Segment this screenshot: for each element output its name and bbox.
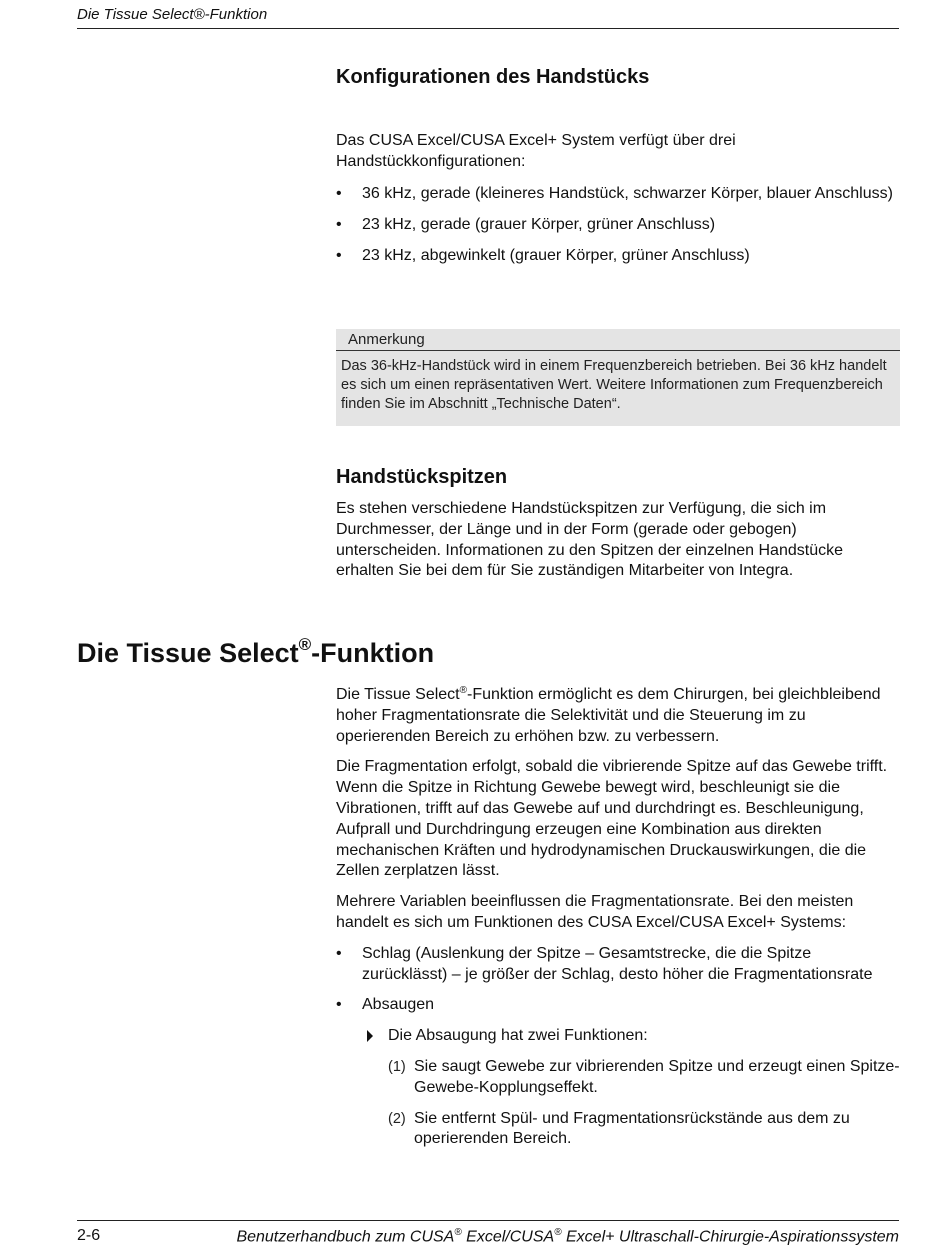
config-list-item-text: 23 kHz, gerade (grauer Körper, grüner Anschluss) xyxy=(362,215,716,233)
bullet-marker: • xyxy=(336,246,342,264)
arrow-list-item-text: Die Absaugung hat zwei Funktionen: xyxy=(388,1027,648,1045)
suction-functions-list xyxy=(388,1057,900,1150)
registered-mark: ® xyxy=(459,685,467,696)
suction-details xyxy=(362,1026,900,1150)
numbered-list-item-text: Sie entfernt Spül- und Fragmentationsrückstände aus dem zu operierenden Bereich. xyxy=(414,1109,850,1148)
chapter-heading-suffix: -Funktion xyxy=(311,638,435,668)
section-handpiece-tips xyxy=(336,465,900,582)
config-intro-block xyxy=(336,131,900,173)
variables-list-item-text: Schlag (Auslenkung der Spitze – Gesamtstrecke, die die Spitze zurücklässt) – je größer der Schlag, desto höher die Fragmentationsrate xyxy=(362,944,873,983)
bullet-marker: • xyxy=(336,215,342,233)
chapter-heading xyxy=(77,636,434,670)
config-list xyxy=(336,184,900,266)
arrow-list-item xyxy=(362,1026,900,1047)
variables-list-item xyxy=(336,944,900,986)
variables-list-item xyxy=(336,995,900,1016)
footer-title-part: Excel+ Ultraschall-Chirurgie-Aspirationssystem xyxy=(561,1228,899,1246)
config-intro: Das CUSA Excel/CUSA Excel+ System verfügt über drei Handstückkonfigurationen: xyxy=(336,132,736,170)
chapter-heading-text: Die Tissue Select xyxy=(77,638,299,668)
tissue-paragraph-1-rest: -Funktion ermöglicht es dem Chirurgen, bei gleichbleibend hoher Fragmentationsrate die Selektivität und die Steuerung im zu operierenden Bereich zu erhöhen bzw. zu verbessern. xyxy=(336,686,881,745)
config-list-block xyxy=(336,184,900,266)
page-number: 2-6 xyxy=(77,1227,101,1244)
tissue-paragraph-3: Mehrere Variablen beeinflussen die Fragmentationsrate. Bei den meisten handelt es sich um Funktionen des CUSA Excel/CUSA Excel+ Systems: xyxy=(336,893,854,931)
note-body: Das 36-kHz-Handstück wird in einem Frequenzbereich betrieben. Bei 36 kHz handelt es sich um einen repräsentativen Wert. Weitere Informationen zum Frequenzbereich finden Sie im Abschnitt „Technische Daten“. xyxy=(341,358,887,412)
section-heading: Konfigurationen des Handstücks xyxy=(336,66,650,88)
running-header-title: Die Tissue Select®-Funktion xyxy=(77,6,268,23)
footer-title xyxy=(236,1227,899,1246)
list-number: (2) xyxy=(388,1110,406,1127)
config-list-item xyxy=(336,184,900,205)
tissue-paragraph-2: Die Fragmentation erfolgt, sobald die vibrierende Spitze auf das Gewebe trifft. Wenn die Spitze in Richtung Gewebe bewegt wird, beschleunigt sie die Vibrationen, trifft auf das Gewebe auf und durchdringt es. Beschleunigung, Aufprall und Durchdringung erzeugen eine Kombination aus direkten mechanischen Kräften und hydrodynamischen Druckauswirkungen, die die Zellen zerplatzen lässt. xyxy=(336,758,888,880)
triangle-right-icon xyxy=(367,1030,373,1042)
registered-mark: ® xyxy=(454,1227,462,1238)
config-list-item-text: 36 kHz, gerade (kleineres Handstück, schwarzer Körper, blauer Anschluss) xyxy=(362,185,893,202)
running-footer xyxy=(77,1220,899,1246)
tissue-paragraph-1-start: Die Tissue Select xyxy=(336,686,460,703)
config-list-item-text: 23 kHz, abgewinkelt (grauer Körper, grüner Anschluss) xyxy=(362,246,750,264)
section-heading: Handstückspitzen xyxy=(336,466,508,488)
list-number: (1) xyxy=(388,1058,406,1075)
note-title: Anmerkung xyxy=(336,329,900,351)
config-list-item xyxy=(336,215,900,236)
bullet-marker: • xyxy=(336,996,342,1014)
config-list-item xyxy=(336,246,900,267)
note-box xyxy=(336,329,900,426)
bullet-marker: • xyxy=(336,185,342,202)
variables-list-item-text: Absaugen xyxy=(362,996,435,1014)
footer-title-part: Excel/CUSA xyxy=(461,1228,555,1246)
running-header xyxy=(77,6,899,29)
footer-title-part: Benutzerhandbuch zum CUSA xyxy=(236,1228,455,1246)
registered-mark: ® xyxy=(554,1227,562,1238)
numbered-list-item-text: Sie saugt Gewebe zur vibrierenden Spitze und erzeugt einen Spitze-Gewebe-Kopplungseffekt. xyxy=(414,1057,900,1096)
tips-body: Es stehen verschiedene Handstückspitzen zur Verfügung, die sich im Durchmesser, der Länge und in der Form (gerade oder gebogen) unterscheiden. Informationen zu den Spitzen der einzelnen Handstücke erhalten Sie bei dem für Sie zuständigen Mitarbeiter von Integra. xyxy=(336,500,843,580)
numbered-list-item xyxy=(388,1057,900,1099)
bullet-marker: • xyxy=(336,944,342,962)
registered-mark: ® xyxy=(298,635,312,654)
numbered-list-item xyxy=(388,1109,900,1151)
tissue-paragraph-1 xyxy=(336,685,900,747)
tissue-select-body xyxy=(336,685,900,1150)
variables-list xyxy=(336,944,900,1016)
section-handpiece-configurations xyxy=(336,65,900,89)
